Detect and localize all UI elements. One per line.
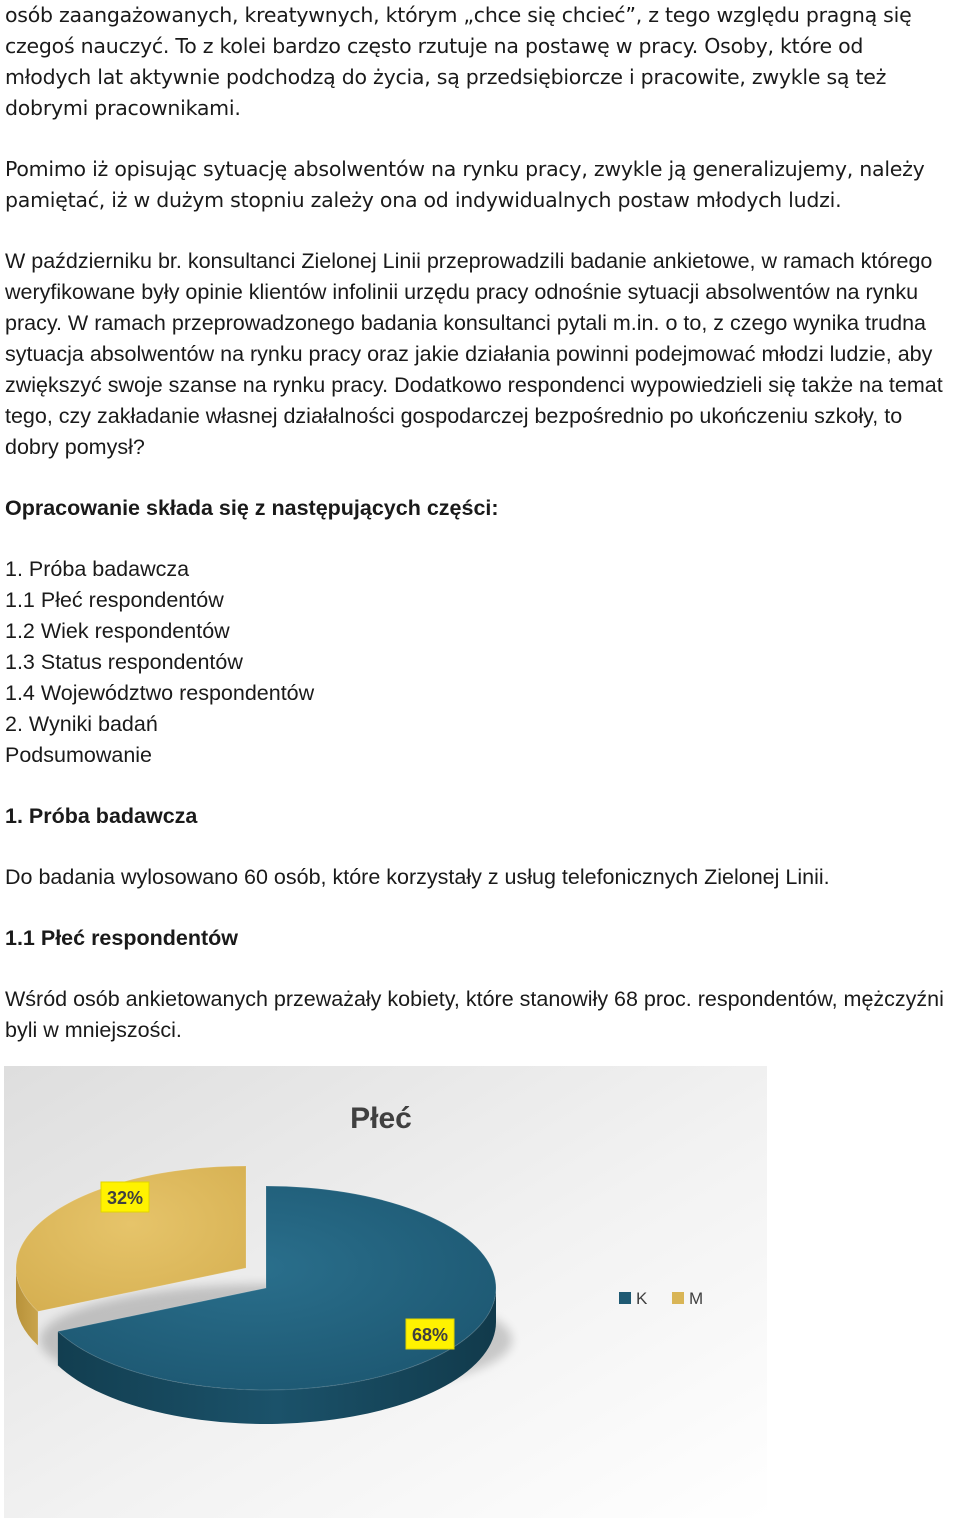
toc-item: 1.3 Status respondentów xyxy=(5,650,243,674)
paragraph-sample-size: Do badania wylosowano 60 osób, które korzystały z usług telefonicznych Zielonej Linii. xyxy=(5,865,830,889)
toc-item: 1.2 Wiek respondentów xyxy=(5,619,230,643)
toc-item: 1. Próba badawcza xyxy=(5,557,190,581)
legend-swatch-K xyxy=(619,1292,631,1304)
toc-heading: Opracowanie składa się z następujących części: xyxy=(5,496,499,520)
paragraph-generalization: Pomimo iż opisując sytuację absolwentów na rynku pracy, zwykle ją generalizujemy, należy pamiętać, iż w dużym stopniu zależy ona od indywidualnych postaw młodych ludzi. xyxy=(5,157,925,212)
gender-pie-chart xyxy=(4,1066,767,1518)
toc-item: 2. Wyniki badań xyxy=(5,712,158,736)
data-label-K: 68% xyxy=(411,1325,449,1345)
section-heading-gender: 1.1 Płeć respondentów xyxy=(5,926,238,950)
legend-swatch-M xyxy=(672,1292,684,1304)
document-page xyxy=(5,0,955,1046)
chart-title: Płeć xyxy=(350,1102,412,1135)
paragraph-survey-description: W październiku br. konsultanci Zielonej Linii przeprowadzili badanie ankietowe, w ramach którego weryfikowane były opinie klientów infolinii urzędu pracy odnośnie sytuacji absolwentów na rynku pracy. W ramach przeprowadzonego badania konsultanci pytali m.in. o to, z czego wynika trudna sytuacja absolwentów na rynku pracy oraz jakie działania powinni podejmować młodzi ludzie, aby zwiększyć swoje szanse na rynku pracy. Dodatkowo respondenci wypowiedzieli się także na temat tego, czy zakładanie własnej działalności gospodarczej bezpośrednio po ukończeniu szkoły, to dobry pomysł? xyxy=(5,249,943,459)
table-of-contents xyxy=(5,554,955,771)
paragraph-intro: osób zaangażowanych, kreatywnych, którym „chce się chcieć”, z tego względu pragną się czegoś nauczyć. To z kolei bardzo często rzutuje na postawę w pracy. Osoby, które od młodych lat aktywnie podchodzą do życia, są przedsiębiorcze i pracowite, zwykle są też dobrymi pracownikami. xyxy=(5,3,912,120)
paragraph-gender-summary: Wśród osób ankietowanych przeważały kobiety, które stanowiły 68 proc. respondentów, mężczyźni byli w mniejszości. xyxy=(5,987,944,1042)
data-label-M: 32% xyxy=(106,1188,144,1208)
toc-item: Podsumowanie xyxy=(5,743,153,767)
toc-item: 1.4 Województwo respondentów xyxy=(5,681,315,705)
toc-item: 1.1 Płeć respondentów xyxy=(5,588,224,612)
legend-label-K: K xyxy=(636,1289,648,1308)
section-heading-research-sample: 1. Próba badawcza xyxy=(5,804,198,828)
legend-label-M: M xyxy=(689,1289,704,1308)
